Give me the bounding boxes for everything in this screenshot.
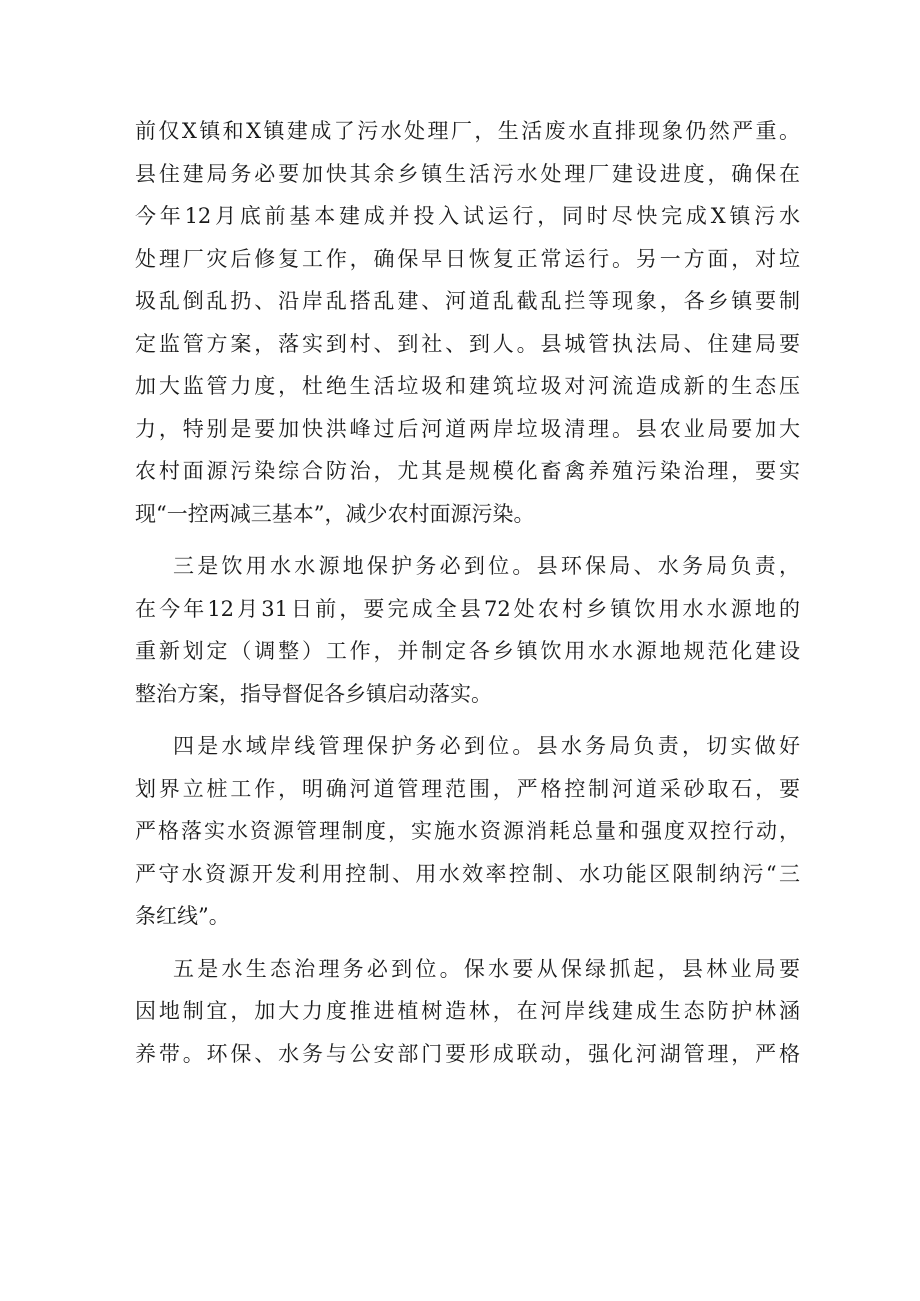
- text-line: 在今年12月31日前，要完成全县72处农村乡镇饮用水水源地的: [135, 596, 800, 621]
- paragraph-spacing: [135, 535, 800, 545]
- text-line: 划界立桩工作，明确河道管理范围，严格控制河道采砂取石，要: [135, 776, 800, 801]
- text-line: 养带。环保、水务与公安部门要形成联动，强化河湖管理，严格: [135, 1041, 800, 1066]
- text-line: 定监管方案，落实到村、到社、到人。县城管执法局、住建局要: [135, 331, 800, 356]
- text-line: 现“一控两减三基本”，减少农村面源污染。: [135, 501, 535, 526]
- text-line: 五是水生态治理务必到位。保水要从保绿抓起，县林业局要: [173, 956, 800, 981]
- text-line: 前仅X镇和X镇建成了污水处理厂，生活废水直排现象仍然严重。: [135, 119, 800, 143]
- text-line: 县住建局务必要加快其余乡镇生活污水处理厂建设进度，确保在: [135, 161, 800, 186]
- text-line: 处理厂灾后修复工作，确保早日恢复正常运行。另一方面，对垃: [135, 246, 800, 271]
- paragraph-ecology: [135, 948, 800, 1076]
- text-line: 严格落实水资源管理制度，实施水资源消耗总量和强度双控行动，: [135, 819, 800, 843]
- text-line: 严守水资源开发利用控制、用水效率控制、水功能区限制纳污“三: [135, 861, 800, 886]
- paragraph-shoreline: [135, 725, 800, 938]
- paragraph-spacing: [135, 715, 800, 725]
- document-body: [135, 110, 800, 1075]
- text-line: 加大监管力度，杜绝生活垃圾和建筑垃圾对河流造成新的生态压: [135, 374, 800, 398]
- text-line: 农村面源污染综合防治，尤其是规模化畜禽养殖污染治理，要实: [135, 459, 800, 483]
- paragraph-continuation: [135, 110, 800, 535]
- text-line: 整治方案，指导督促各乡镇启动落实。: [135, 681, 492, 706]
- text-line: 四是水域岸线管理保护务必到位。县水务局负责，切实做好: [173, 734, 800, 758]
- text-line: 因地制宜，加大力度推进植树造林，在河岸线建成生态防护林涵: [135, 999, 800, 1023]
- text-line: 三是饮用水水源地保护务必到位。县环保局、水务局负责，: [173, 554, 800, 578]
- text-line: 今年12月底前基本建成并投入试运行，同时尽快完成X镇污水: [135, 204, 800, 228]
- paragraph-water-source: [135, 545, 800, 715]
- text-line: 力，特别是要加快洪峰过后河道两岸垃圾清理。县农业局要加大: [135, 416, 800, 441]
- text-line: 重新划定（调整）工作，并制定各乡镇饮用水水源地规范化建设: [135, 639, 800, 663]
- text-line: 圾乱倒乱扔、沿岸乱搭乱建、河道乱截乱拦等现象，各乡镇要制: [135, 289, 800, 313]
- paragraph-spacing: [135, 938, 800, 948]
- text-line: 条红线”。: [135, 904, 230, 928]
